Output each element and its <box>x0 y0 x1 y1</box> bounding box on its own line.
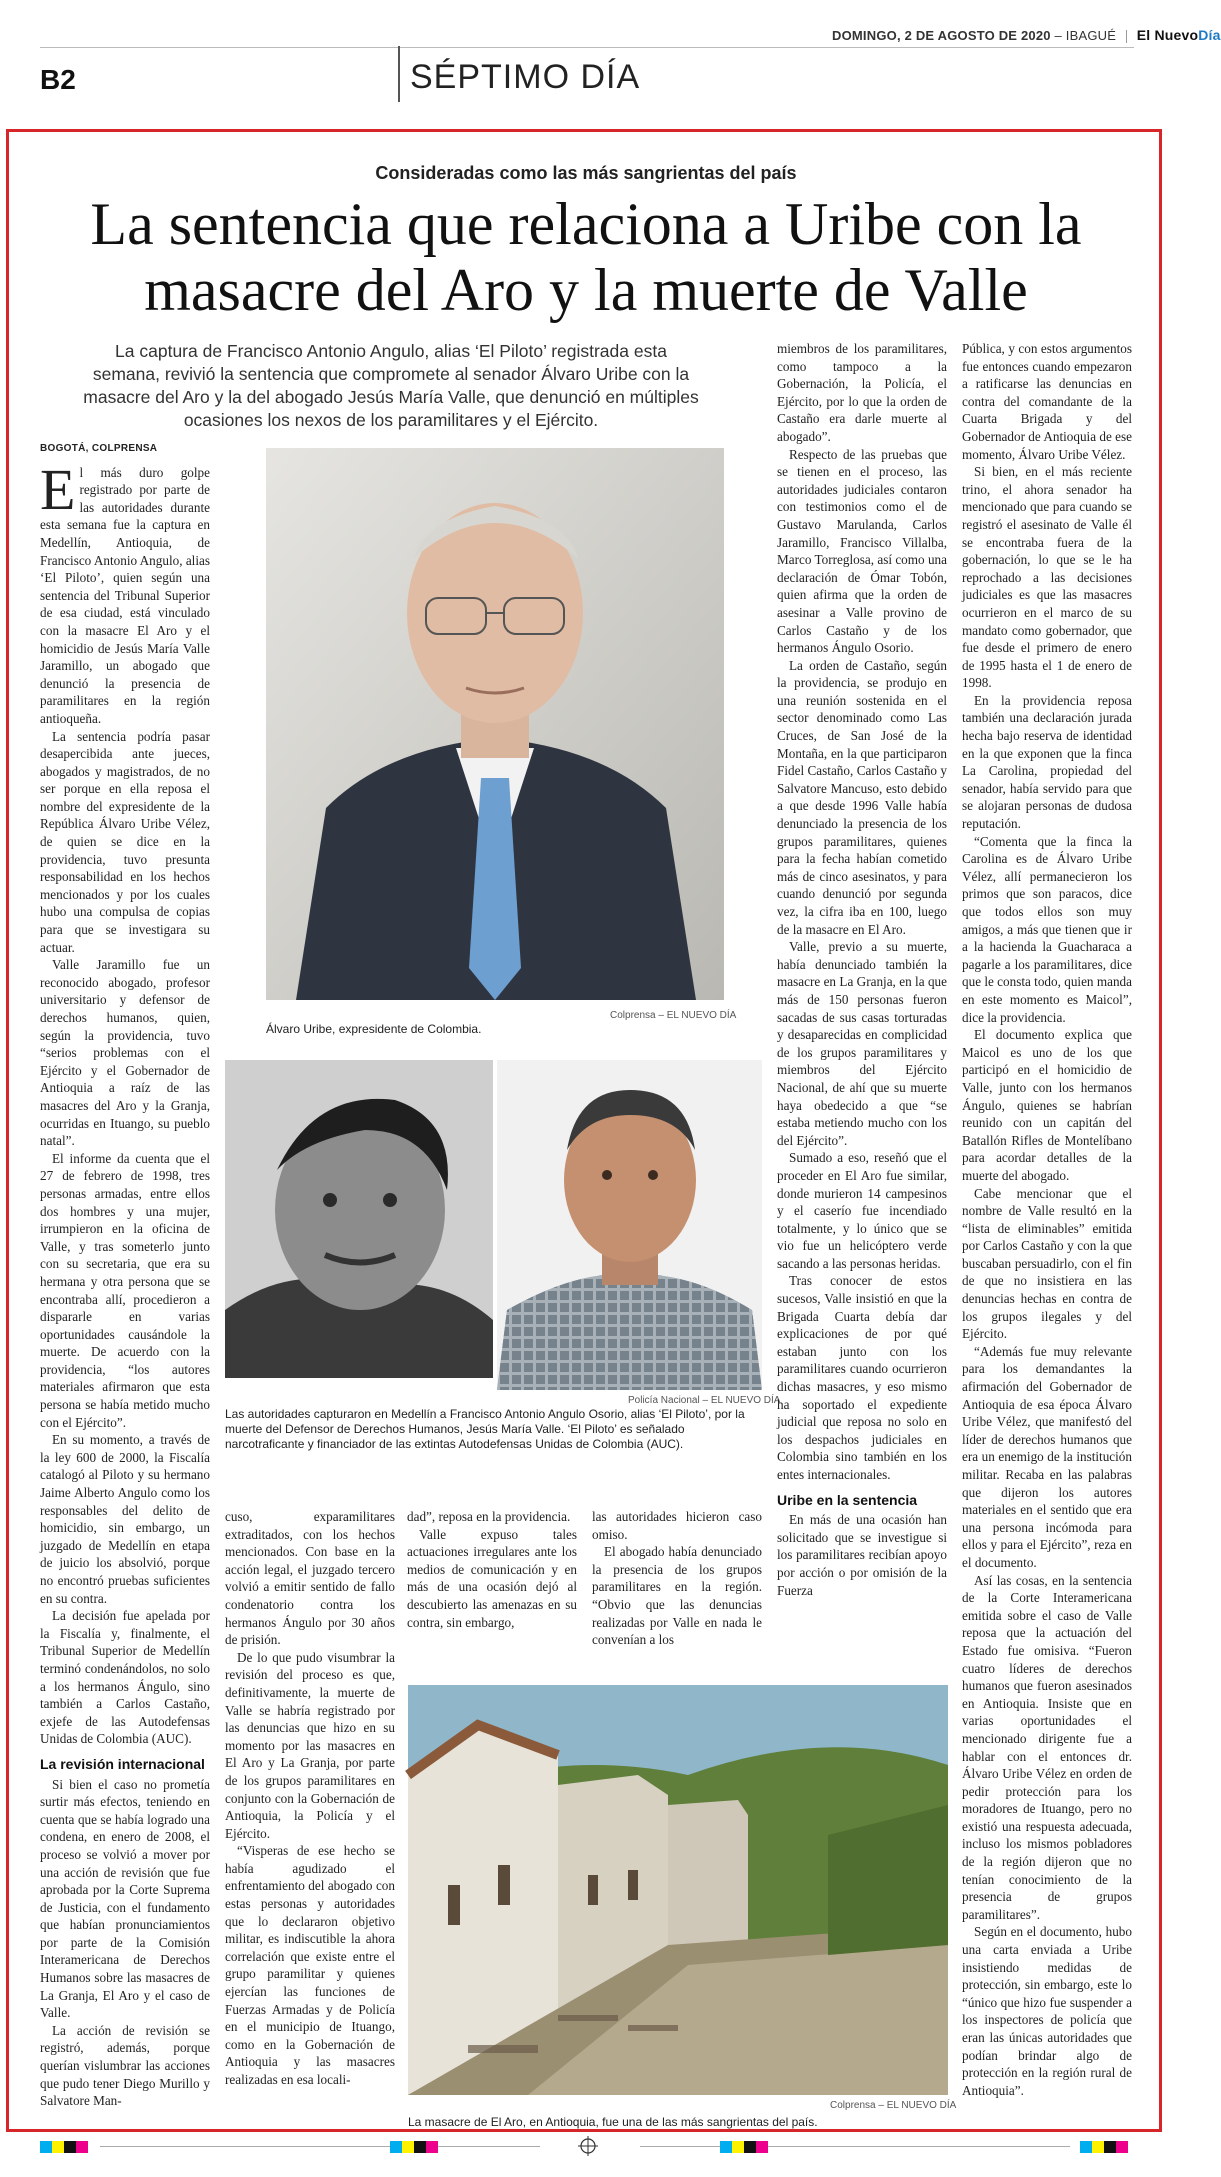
column-6 <box>962 340 1132 2099</box>
issue-city: IBAGUÉ <box>1065 28 1117 43</box>
village-photo <box>408 1685 948 2095</box>
suspect-photo-left <box>225 1060 493 1378</box>
registration-mark-icon <box>578 2136 598 2161</box>
paragraph: Pública, y con estos argumentos fue entonces cuando empezaron a ratificarse las denuncias en contra del comandante de la Cuarta Brigada y del Gobernador de Antioquia de ese momento, Álvaro Uribe Vélez. <box>962 341 1132 462</box>
dateline: BOGOTÁ, COLPRENSA <box>40 443 158 454</box>
paragraph: Respecto de las pruebas que se tienen en el proceso, las autoridades judiciales contaron con testimonios como el de Gustavo Marulanda, Carlos Jaramillo, Francisco Villalba, Marco Torreglosa, así como una declaración de Ómar Tobón, quien afirma que la orden de asesinar a Valle provino de Carlos Castaño y de los hermanos Ángulo Osorio. <box>777 446 947 656</box>
paragraph: El documento explica que Maicol es uno de los que participó en el homicidio de Valle, junto con los hermanos Ángulo, quienes se habrían reunido con un capitán del Batallón Rifles de Montelíbano para acordar detalles de la muerte del abogado. <box>962 1027 1132 1183</box>
column-5 <box>777 340 947 1599</box>
uribe-caption: Álvaro Uribe, expresidente de Colombia. <box>266 1022 482 1036</box>
village-photo-credit: Colprensa – EL NUEVO DÍA <box>830 2100 957 2111</box>
paragraph: Si bien, en el más reciente trino, el ahora senador ha mencionado que para cuando se registró el asesinato de Valle él se encontraba fuera de la gobernación, lo que se le ha reprochado a las decisiones judiciales es que las masacres ocurrieron en el marco de su mandato como gobernador, que fue desde el primero de enero de 1995 hasta el 1 de enero de 1998. <box>962 464 1132 691</box>
paragraph: Valle Jaramillo fue un reconocido abogado, profesor universitario y defensor de derechos humanos, quien, según la providencia, tuvo “serios problemas con el Ejército y el Gobernador de Antioquia a raíz de las masacres del Aro y la Granja, ocurridas en Ituango, su pueblo natal”. <box>40 957 210 1149</box>
section-name: SÉPTIMO DÍA <box>410 58 641 96</box>
headline: La sentencia que relaciona a Uribe con la masacre del Aro y la muerte de Valle <box>90 191 1082 323</box>
uribe-photo <box>266 448 724 1000</box>
paragraph: “Comenta que la finca la Carolina es de Álvaro Uribe Vélez, allí permanecieron los primos que son paracos, dice que todos ellos son muy amigos, a más que tienen que ir a la hacienda la Guacharaca a pagarle a los paramilitares, dice que le consta todo, quien manda en este momento es Maicol”, dice la providencia. <box>962 833 1132 1025</box>
color-bar-left <box>40 2140 100 2158</box>
suspect-photo-right <box>497 1060 762 1390</box>
suspects-caption: Las autoridades capturaron en Medellín a Francisco Antonio Angulo Osorio, alias ‘El Piloto’, por la muerte del Defensor de Derechos Humanos, Jesús María Valle. ‘El Piloto’ es señalado narcotraficante y financiador de las extintas Autodefensas Unidas de Colombia (AUC). <box>225 1407 745 1451</box>
paragraph: Valle expuso tales actuaciones irregulares ante los medios de comunicación y en más de una ocasión dejó al descubierto las amenazas en su contra, sin embargo, <box>407 1526 577 1630</box>
paragraph: Cabe mencionar que el nombre de Valle resultó en la “lista de eliminables” emitida por Carlos Castaño y con la que buscaban persuadirlo, con el fin de que no insistiera en las denuncias hechas en contra de los grupos ilegales y del Ejército. <box>962 1185 1132 1342</box>
suspects-photo-credit: Policía Nacional – EL NUEVO DÍA <box>628 1395 781 1406</box>
newspaper-logo: El NuevoDía <box>1136 27 1221 43</box>
uribe-photo-credit: Colprensa – EL NUEVO DÍA <box>610 1010 737 1021</box>
paragraph: cuso, exparamilitares extraditados, con los hechos mencionados. Con base en la acción legal, el juzgado tercero volvió a emitir sentido de fallo condenatorio contra los hermanos Ángulo por 30 años de prisión. <box>225 1509 395 1648</box>
paragraph: Valle, previo a su muerte, había denunciado también la masacre en La Granja, en la que más de 150 personas fueron sacadas de sus casas torturadas y desaparecidas en complicidad de los grupos paramilitares y miembros del Ejército Nacional, de ahí que su muerte haya obedecido a que “se estaba metiendo mucho con los del Ejército”. <box>777 939 947 1148</box>
column-2 <box>225 1508 395 2089</box>
section-divider <box>398 46 400 102</box>
paragraph: Sumado a eso, reseñó que el proceder en El Aro fue similar, donde murieron 14 campesinos y el caserío fue incendiado totalmente, y lo único que se vio fue un helicóptero verde sacando a las personas heridas. <box>777 1150 947 1271</box>
header-rule <box>40 47 1134 48</box>
color-bar-center-left <box>390 2140 450 2158</box>
village-caption: La masacre de El Aro, en Antioquia, fue una de las más sangrientas del país. <box>408 2115 818 2129</box>
paragraph: En su momento, a través de la ley 600 de 2000, la Fiscalía catalogó al Piloto y su hermano Jaime Alberto Angulo como los responsables del delito de homicidio, sin embargo, un juzgado de Medellín en etapa de juicio los absolvió, porque no encontró pruebas suficientes en su contra. <box>40 1432 210 1606</box>
kicker: Consideradas como las más sangrientas del país <box>375 163 797 183</box>
paragraph: las autoridades hicieron caso omiso. <box>592 1509 762 1542</box>
print-rule-left <box>100 2146 540 2147</box>
paragraph: “Visperas de ese hecho se había agudizado el enfrentamiento del abogado con estas personas y autoridades que lo declararon objetivo militar, es indiscutible la ahora correlación que existe entre el grupo paramilitar y quienes ejercían las funciones de Fuerzas Armadas y de Policía en el municipio de Ituango, como en la Gobernación de Antioquia y las masacres realizadas en esa locali- <box>225 1843 395 2087</box>
column-1 <box>40 440 210 2110</box>
paragraph: miembros de los paramilitares, como tampoco a la Gobernación, la Policía, el Ejército, por lo que la orden de Castaño era darle muerte al abogado”. <box>777 341 947 444</box>
paragraph: Así las cosas, en la sentencia de la Corte Interamericana emitida sobre el caso de Valle reposa que la actuación del Estado fue omisiva. “Fueron cuatro líderes de derechos humanos que fueron asesinados en Antioquia. Insiste que en varias oportunidades el mencionado dirigente fue a hablar con el entonces dr. Álvaro Uribe Vélez en orden de pedir protección para los moradores de Ituango, pero no existió una respuesta adecuada, incluso los mismos pobladores de la región dijeron que no tenían conocimiento de la presencia de grupos paramilitares”. <box>962 1572 1132 1922</box>
paragraph: Según en el documento, hubo una carta enviada a Uribe insistiendo medidas de protección, sin embargo, este lo “único que hizo fue suspender a los inspectores de policía que eran las únicas autoridades que podían brindar algo de protección en la región rural de Antioquia”. <box>962 1924 1132 2098</box>
paragraph: “Además fue muy relevante para los demandantes la afirmación del Gobernador de Antioquia de esa época Álvaro Uribe Vélez, que manifestó del líder de derechos humanos que era un enemigo de la institución militar. Recaba en las palabras que dijeron los autores materiales en el sentido que era una persona incómoda para ellos y para el Ejército”, reza en el documento. <box>962 1343 1132 1570</box>
issue-date: DOMINGO, 2 DE AGOSTO DE 2020 <box>832 28 1051 43</box>
page-code: B2 <box>40 64 76 95</box>
paragraph: dad”, reposa en la providencia. <box>407 1509 571 1524</box>
column-3 <box>407 1508 577 1631</box>
color-bar-right <box>1080 2140 1140 2158</box>
paragraph: De lo que pudo visumbrar la revisión del proceso es que, definitivamente, la muerte de Valle se habría registrado por las denuncias que hizo en su momento por las masacres en El Aro y La Granja, por parte de los grupos paramilitares en conjunto con la Gobernación de Antioquia, la Policía y el Ejército. <box>225 1649 395 1841</box>
subhead-uribe: Uribe en la sentencia <box>777 1491 918 1508</box>
paragraph: El informe da cuenta que el 27 de febrero de 1998, tres personas armadas, entre ellos dos hombres y una mujer, irrumpieron en la oficina de Valle, y tras someterlo junto con su secretaria, que era su hermana y otra persona que se encontraba allí, procedieron a dispararle en varias oportunidades causándole la muerte. De acuerdo con la providencia, “los autores materiales afirmaron que esta persona se había metido mucho con el Ejército”. <box>40 1150 210 1430</box>
paragraph: El abogado había denunciado la presencia de los grupos paramilitares en la región. “Obvio que las denuncias realizadas por Valle en nada le convenían a los <box>592 1544 762 1648</box>
top-date-strip: DOMINGO, 2 DE AGOSTO DE 2020 – IBAGUÉ El NuevoDía <box>832 27 1221 43</box>
paragraph: Si bien el caso no prometía surtir más efectos, teniendo en cuenta que se había logrado una condena, en enero de 2008, el proceso se volvió a mover por una acción de revisión que fue aprobada por la Corte Suprema de Justicia, con el fundamento que habían pronunciamientos por parte de la Comisión Interamericana de Derechos Humanos sobre las masacres de La Granja, El Aro y el caso de Valle. <box>40 1776 210 2021</box>
paragraph: Tras conocer de estos sucesos, Valle insistió en que la Brigada Cuarta debía dar explicaciones de por qué estaban junto con los paramilitares cuando ocurrieron dichas masacres, y eso mismo ha soportado el expediente judicial que reposa no solo en los despachos judiciales en Colombia sino también en los entes internacionales. <box>777 1273 947 1482</box>
paragraph: La acción de revisión se registró, además, porque querían vislumbrar las acciones que pudo tener Diego Murillo y Salvatore Man- <box>40 2022 210 2109</box>
paragraph: La decisión fue apelada por la Fiscalía y, finalmente, el Tribunal Superior de Medellín terminó condenándolos, no solo a los hermanos Ángulo, sino también a Carlos Castaño, exjefe de las Autodefensas Unidas de Colombia (AUC). <box>40 1608 210 1747</box>
color-bar-center-right <box>720 2140 780 2158</box>
deck: La captura de Francisco Antonio Angulo, alias ‘El Piloto’ registrada esta semana, revivió la sentencia que compromete al senador Álvaro Uribe con la masacre del Aro y la del abogado Jesús María Valle, que denunció en múltiples ocasiones los nexos de los paramilitares y el Ejército. <box>83 341 699 430</box>
paragraph: La orden de Castaño, según la providencia, se produjo en una reunión sostenida en el sector denominado como Las Cruces, de San José de la Montaña, en la que participaron Fidel Castaño, Carlos Castaño y Salvatore Mancuso, esto debido a que desde 1996 Valle había denunciado la presencia de los grupos paramilitares, quienes para la fecha habían cometido más de cinco asesinatos, y para cuando denunció por segunda vez, la cifra iba en 100, luego de la masacre en El Aro. <box>777 657 947 937</box>
paragraph: El más duro golpe registrado por parte de las autoridades durante esta semana fue la captura en Medellín, Antioquia, de Francisco Antonio Angulo, alias ‘El Piloto’, quien según una sentencia del Tribunal Superior de esa ciudad, está vinculado con la masacre El Aro y el homicidio de Jesús María Valle Jaramillo, un abogado que denunció la presencia de paramilitares en la región antioqueña. <box>40 456 210 726</box>
paragraph: La sentencia podría pasar desapercibida ante jueces, abogados y magistrados, de no ser porque en ella reposa el nombre del expresidente de la República Álvaro Uribe Vélez, de quien se dice en la providencia, tuvo presunta responsabilidad en los hechos mencionados y por los cuales hubo una compulsa de copias para que se investigara su actuar. <box>40 728 210 955</box>
paragraph: En más de una ocasión han solicitado que se investigue si los paramilitares recibían apoyo por acción o por omisión de la Fuerza <box>777 1512 947 1598</box>
column-4 <box>592 1508 762 1649</box>
dropcap: E <box>40 456 76 522</box>
paragraph: En la providencia reposa también una declaración jurada hecha bajo reserva de identidad en la que exponen que la finca La Carolina, propiedad del senador, había servido para que se alojaran personas de dudosa reputación. <box>962 692 1132 832</box>
subhead-revision: La revisión internacional <box>40 1755 205 1772</box>
print-rule-right <box>640 2146 1070 2147</box>
